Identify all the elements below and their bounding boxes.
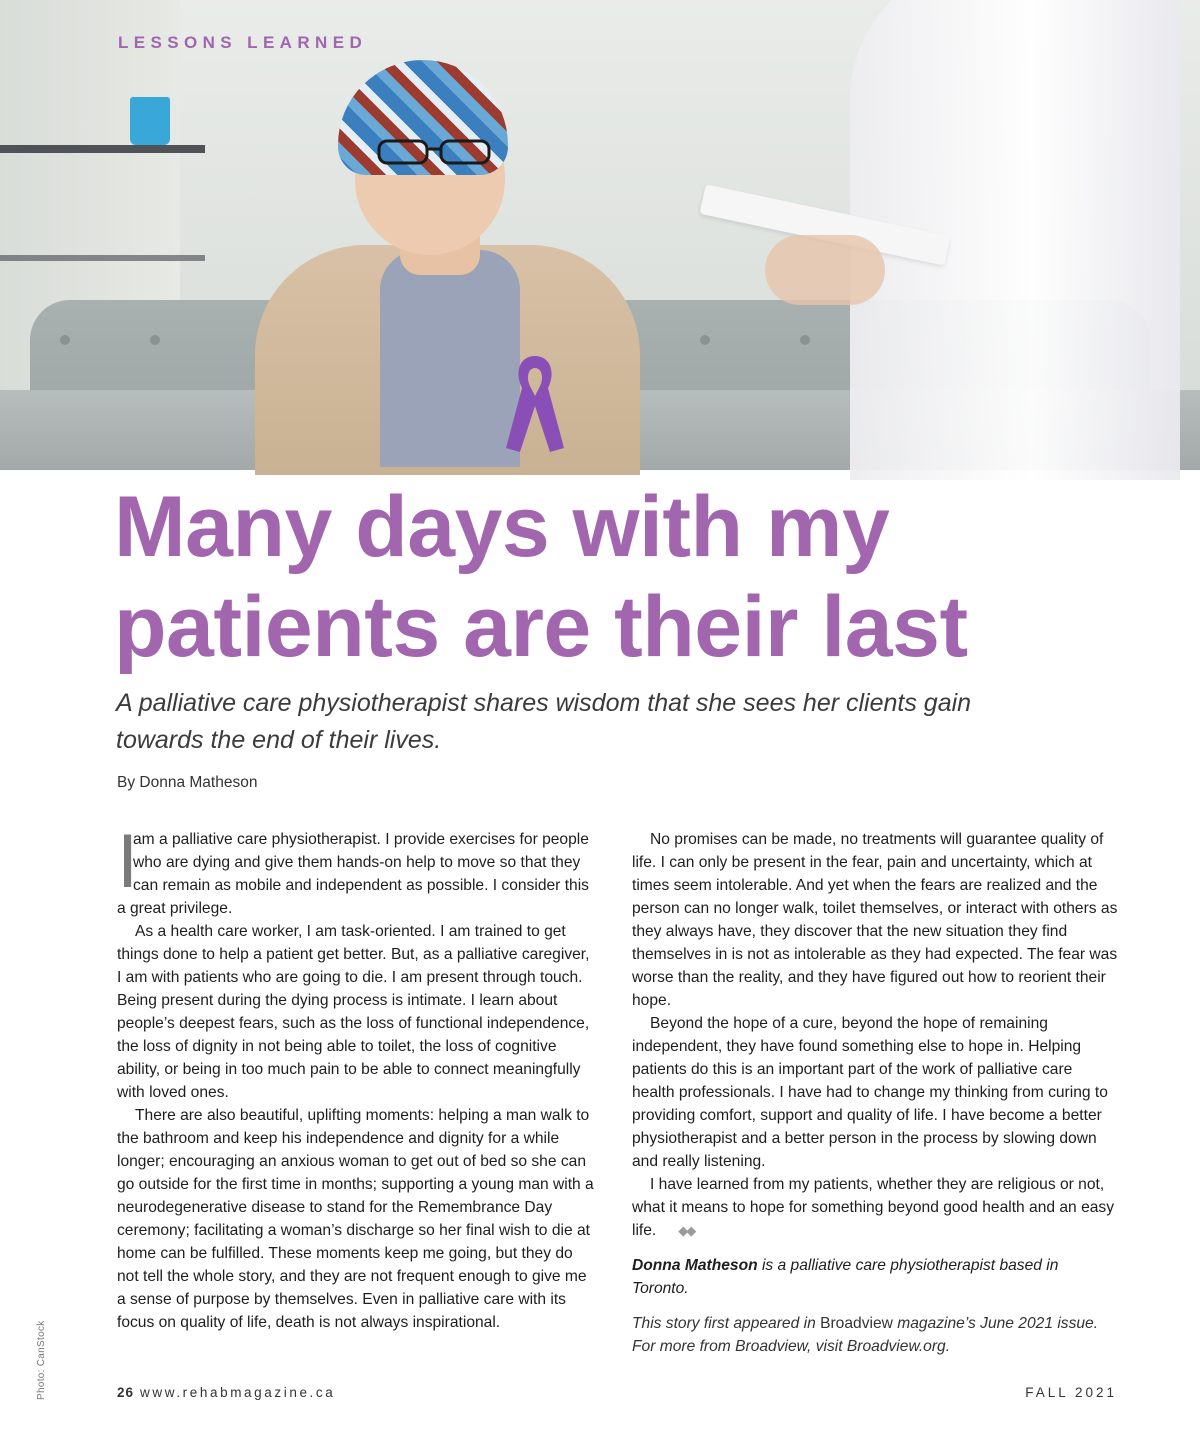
- page-number: 26: [117, 1385, 135, 1400]
- photo-sofa-tuft: [150, 335, 160, 345]
- author-bio-text: is a palliative care physiotherapist based in Toronto.: [632, 1257, 1059, 1297]
- photo-plant-pot: [130, 97, 170, 145]
- article-paragraph: As a health care worker, I am task-oriented. I am trained to get things done to help a patient get better. But, as a palliative caregiver, I am with patients who are going to die. I am present through touch. Being present during the dying process is intimate. I learn about people’s deepest fears, such as the loss of functional independence, the loss of dignity in not being able to toilet, the loss of cognitive ability, or being in too much pain to be able to connect meaningfully with loved ones.: [117, 923, 590, 1101]
- section-label: LESSONS LEARNED: [118, 33, 368, 52]
- photo-patient-shirt: [380, 250, 520, 467]
- article-paragraph: [117, 819, 595, 920]
- reprint-note-prefix: This story first appeared in: [632, 1315, 821, 1332]
- photo-hand: [765, 235, 885, 305]
- end-of-article-icon: ◆◆: [678, 1223, 695, 1238]
- reprint-note-suffix: magazine’s June 2021 issue. For more from Broadview, visit Broadview.org.: [632, 1315, 1099, 1355]
- photo-sofa-tuft: [60, 335, 70, 345]
- article-paragraph: [632, 1173, 1118, 1242]
- photo-sofa-tuft: [700, 335, 710, 345]
- drop-cap: I: [117, 819, 139, 904]
- headline-line-1: Many days with my: [114, 479, 890, 575]
- headline-line-2: patients are their last: [114, 579, 968, 675]
- paragraph-text: am a palliative care physiotherapist. I provide exercises for people who are dying and give them hands-on help to move so that they can remain as mobile and independent as possible. I consider this a great privilege.: [117, 831, 589, 917]
- reprint-note-publication: Broadview: [820, 1315, 893, 1332]
- footer-left: [117, 1385, 335, 1400]
- article-column-left: [117, 819, 595, 1334]
- reprint-note: [632, 1312, 1118, 1358]
- photo-shelf: [0, 145, 205, 153]
- author-name: Donna Matheson: [632, 1257, 758, 1274]
- article-paragraph: No promises can be made, no treatments will guarantee quality of life. I can only be present in the fear, pain and uncertainty, which at times seem intolerable. And yet when the fears are realized and the person can no longer walk, toilet themselves, or interact with others as they always have, they discover that the new situation they find themselves in is not as intolerable as they had expected. The fear was worse than the reality, and they have figured out how to reorient their hope.: [632, 831, 1118, 1009]
- photo-credit: Photo: CanStock: [36, 1320, 47, 1400]
- photo-shelf: [0, 255, 205, 261]
- article-paragraph: There are also beautiful, uplifting moments: helping a man walk to the bathroom and keep his independence and dignity for a while longer; encouraging an anxious woman to get out of bed so she can go outside for the first time in months; supporting a young man with a neurodegenerative disease to stand for the Remembrance Day ceremony; facilitating a woman’s discharge so her final wish to die at home can be fulfilled. These moments keep me going, but they do not tell the whole story, and they are not frequent enough to give me a sense of purpose by themselves. Even in palliative care with its focus on quality of life, death is not always inspirational.: [117, 1107, 594, 1331]
- subhead: [116, 685, 1116, 759]
- paragraph-text: I have learned from my patients, whether they are religious or not, what it means to hope for something beyond good health and an easy life.: [632, 1176, 1115, 1239]
- purple-ribbon-icon: [500, 348, 570, 458]
- photo-sofa-tuft: [800, 335, 810, 345]
- article-paragraph: Beyond the hope of a cure, beyond the hope of remaining independent, they have found something else to hope in. Helping patients do this is an important part of the work of palliative care health professionals. I have had to change my thinking from curing to providing comfort, support and quality of life. I have become a better physiotherapist and a better person in the process by slowing down and really listening.: [632, 1015, 1108, 1170]
- subhead-line-2: towards the end of their lives.: [116, 726, 442, 754]
- magazine-url: www.rehabmagazine.ca: [140, 1385, 336, 1400]
- article-column-right: [632, 828, 1118, 1358]
- author-bio: [632, 1254, 1118, 1300]
- issue-label: FALL 2021: [1025, 1385, 1117, 1400]
- subhead-line-1: A palliative care physiotherapist shares wisdom that she sees her clients gain: [116, 689, 972, 717]
- photo-glasses: [375, 137, 495, 167]
- hero-photo: [0, 0, 1200, 467]
- headline: [114, 477, 1164, 677]
- byline: By Donna Matheson: [117, 774, 258, 791]
